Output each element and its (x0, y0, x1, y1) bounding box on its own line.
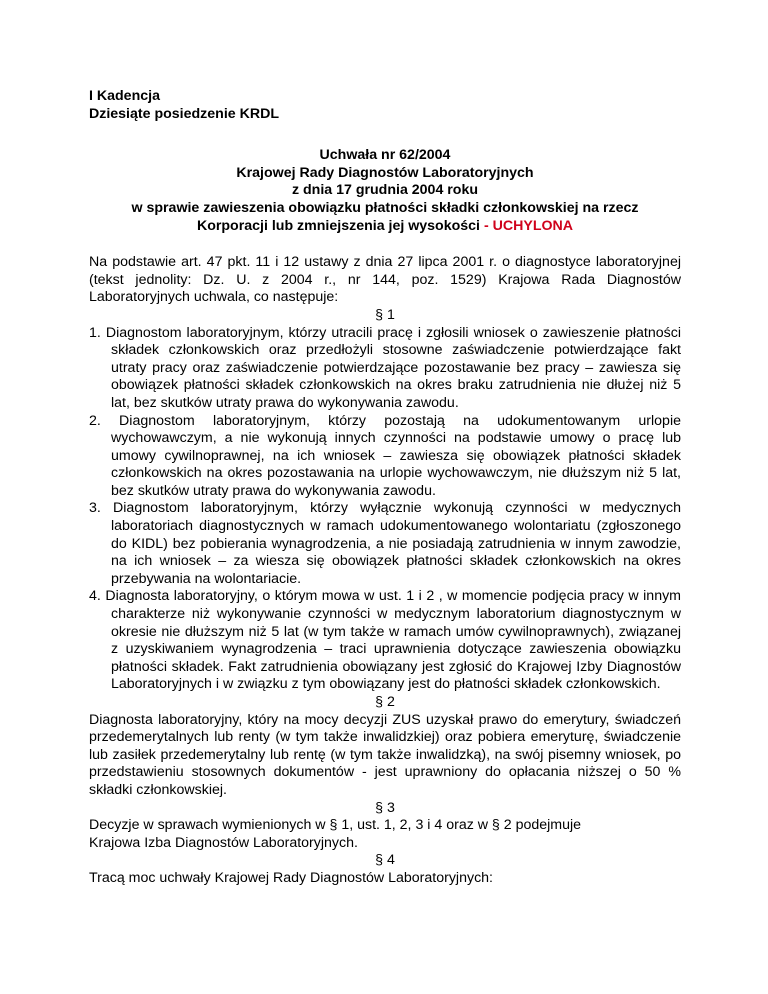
resolution-title (89, 147, 681, 235)
section-1-item-2: 2. Diagnostom laboratoryjnym, którzy pozostają na udokumentowanym urlopie wychowawczym, a nie wykonują innych czynności na podstawie umowy o pracę lub umowy cywilnoprawnej, na ich wniosek – zawiesza się obowiązek płatności składek członkowskich na okres pozostawania na urlopie wychowawczym, nie dłuższym niż 5 lat, bez skutków utraty prawa do wykonywania zawodu. (89, 412, 681, 499)
section-2-heading: § 2 (375, 694, 395, 710)
session-label: Dziesiąte posiedzenie KRDL (89, 105, 280, 122)
section-1-item-3: 3. Diagnostom laboratoryjnym, którzy wyłącznie wykonują czynności w medycznych laboratoriach diagnostycznych w ramach udokumentowanego wolontariatu (zgłoszonego do KIDL) bez pobierania wynagrodzenia, a nie posiadają zatrudnienia w innym zawodzie, na ich wniosek – za wiesza się obowiązek płatności składek członkowskich na okres przebywania na wolontariacie. (89, 500, 681, 587)
header (89, 88, 681, 123)
section-1-item-4: 4. Diagnosta laboratoryjny, o którym mowa w ust. 1 i 2 , w momencie podjęcia pracy w innym charakterze niż wykonywanie czynności w medycznym laboratorium diagnostycznym w okresie nie dłuższym niż 5 lat (w tym także w ramach umów cywilnoprawnych), związanej z uzyskiwaniem wynagrodzenia – traci uprawnienia dotyczące zawieszenia obowiązku płatności składek. Fakt zatrudnienia obowiązany jest zgłosić do Krajowej Izby Diagnostów Laboratoryjnych i w związku z tym obowiązany jest do płatności składek członkowskich. (89, 588, 681, 693)
section-3-text-line1: Decyzje w sprawach wymienionych w § 1, ust. 1, 2, 3 i 4 oraz w § 2 podejmuje (89, 817, 582, 834)
resolution-subject-text: Korporacji lub zmniejszenia jej wysokości (196, 217, 481, 234)
section-4-heading: § 4 (375, 852, 395, 869)
resolution-number: Uchwała nr 62/2004 (319, 147, 451, 164)
section-3-text-line2: Krajowa Izba Diagnostów Laboratoryjnych. (89, 834, 358, 851)
section-2-text: Diagnosta laboratoryjny, który na mocy decyzji ZUS uzyskał prawo do emerytury, świadczeń przedemerytalnych lub renty (w tym także inwalidzkiej) oraz pobiera emeryturę, świadczenie lub zasiłek przedemerytalny lub rentę (w tym także inwalidzką), na swój pisemny wniosek, po przedstawieniu stosownych dokumentów - jest uprawniony do opłacania niższej o 50 % składki członkowskiej. (89, 711, 681, 798)
document-page (89, 88, 681, 888)
status-badge: - UCHYLONA (480, 217, 574, 234)
section-4-text: Tracą moc uchwały Krajowej Rady Diagnostów Laboratoryjnych: (89, 869, 493, 886)
section-1-heading: § 1 (375, 306, 395, 323)
resolution-subject-line2 (89, 218, 681, 236)
resolution-subject-line1: w sprawie zawieszenia obowiązku płatności składki członkowskiej na rzecz (131, 199, 639, 216)
term-label: I Kadencja (89, 88, 160, 104)
intro-paragraph: Na podstawie art. 47 pkt. 11 i 12 ustawy z dnia 27 lipca 2001 r. o diagnostyce laboratoryjnej (tekst jednolity: Dz. U. z 2004 r., nr 144, poz. 1529) Krajowa Rada Diagnostów Laboratoryjnych uchwala, co następuje: (89, 254, 681, 306)
section-3-heading: § 3 (375, 799, 395, 816)
council-name: Krajowej Rady Diagnostów Laboratoryjnych (236, 164, 534, 181)
section-1-item-1: 1. Diagnostom laboratoryjnym, którzy utracili pracę i zgłosili wniosek o zawieszenie płatności składek członkowskich oraz przedłożyli stosowne zaświadczenie potwierdzające fakt utraty pracy oraz zaświadczenie potwierdzające pozostawanie bez pracy – zawiesza się obowiązek płatności składek członkowskich na okres braku zatrudnienia nie dłużej niż 5 lat, bez skutków utraty prawa do wykonywania zawodu. (89, 324, 681, 411)
resolution-date: z dnia 17 grudnia 2004 roku (291, 182, 479, 199)
